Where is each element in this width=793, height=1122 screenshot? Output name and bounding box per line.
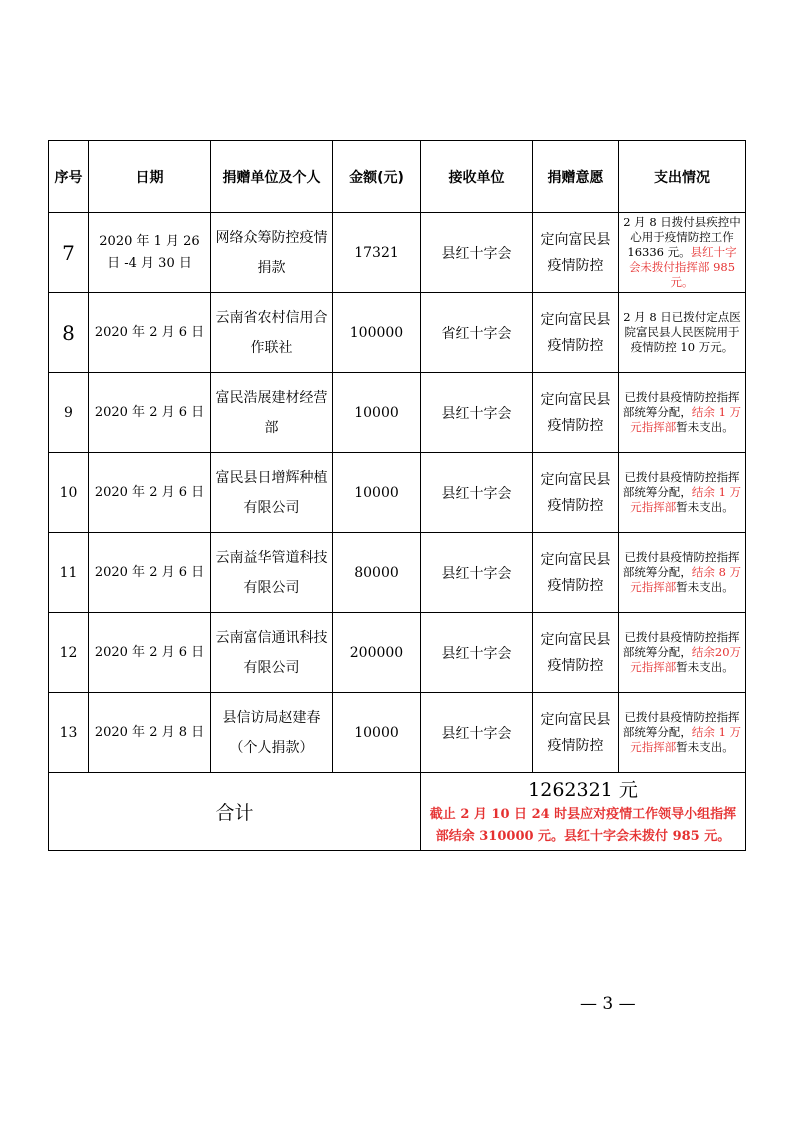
spending-text: 已拨付县疫情防控指挥部统筹分配， — [622, 710, 740, 739]
row-number: 12 — [49, 613, 89, 693]
row-spending — [619, 693, 746, 773]
row-date: 2020 年 1 月 26 日 -4 月 30 日 — [89, 213, 211, 293]
row-spending — [619, 453, 746, 533]
row-number: 11 — [49, 533, 89, 613]
row-intent: 定向富民县疫情防控 — [533, 293, 619, 373]
spending-balance-text: 县红十字会未拨付指挥部 985 元。 — [628, 245, 737, 289]
total-row — [49, 773, 746, 851]
spending-text: 已拨付县疫情防控指挥部统筹分配， — [622, 390, 740, 419]
table-row — [49, 613, 746, 693]
row-date: 2020 年 2 月 8 日 — [89, 693, 211, 773]
total-value-cell — [421, 773, 746, 851]
row-donor: 云南益华管道科技有限公司 — [211, 533, 333, 613]
row-amount: 10000 — [333, 453, 421, 533]
header-date: 日期 — [89, 141, 211, 213]
table-row — [49, 293, 746, 373]
row-date: 2020 年 2 月 6 日 — [89, 453, 211, 533]
spending-text: 2 月 8 日拨付县疾控中心用于疫情防控工作 16336 元。 — [623, 215, 741, 259]
row-date: 2020 年 2 月 6 日 — [89, 613, 211, 693]
header-no: 序号 — [49, 141, 89, 213]
row-spending — [619, 213, 746, 293]
row-date: 2020 年 2 月 6 日 — [89, 293, 211, 373]
row-donor: 县信访局赵建春（个人捐款） — [211, 693, 333, 773]
spending-tail-text: 暂未支出。 — [676, 660, 734, 674]
row-donor: 云南省农村信用合作联社 — [211, 293, 333, 373]
row-amount: 17321 — [333, 213, 421, 293]
header-spending: 支出情况 — [619, 141, 746, 213]
table-row — [49, 213, 746, 293]
row-donor: 网络众筹防控疫情捐款 — [211, 213, 333, 293]
spending-balance-text: 结余 1 万元指挥部 — [630, 405, 742, 434]
spending-text: 已拨付县疫情防控指挥部统筹分配， — [622, 550, 740, 579]
spending-text: 已拨付县疫情防控指挥部统筹分配， — [622, 630, 740, 659]
spending-text: 已拨付县疫情防控指挥部统筹分配， — [622, 470, 740, 499]
row-number: 9 — [49, 373, 89, 453]
header-intent: 捐赠意愿 — [533, 141, 619, 213]
row-number: 7 — [49, 213, 89, 293]
row-intent: 定向富民县疫情防控 — [533, 373, 619, 453]
row-spending — [619, 293, 746, 373]
row-date: 2020 年 2 月 6 日 — [89, 373, 211, 453]
spending-balance-text: 结余20万元指挥部 — [630, 645, 742, 674]
total-note: 截止 2 月 10 日 24 时县应对疫情工作领导小组指挥部结余 310000 元。县红十字会未拨付 985 元。 — [429, 806, 737, 844]
row-receiver: 县红十字会 — [421, 533, 533, 613]
row-spending — [619, 373, 746, 453]
row-intent: 定向富民县疫情防控 — [533, 213, 619, 293]
row-amount: 80000 — [333, 533, 421, 613]
row-date: 2020 年 2 月 6 日 — [89, 533, 211, 613]
table-row — [49, 533, 746, 613]
spending-tail-text: 暂未支出。 — [676, 420, 734, 434]
spending-balance-text: 结余 1 万元指挥部 — [630, 725, 742, 754]
table-row — [49, 693, 746, 773]
row-receiver: 县红十字会 — [421, 453, 533, 533]
row-number: 13 — [49, 693, 89, 773]
row-intent: 定向富民县疫情防控 — [533, 613, 619, 693]
row-donor: 富民浩展建材经营部 — [211, 373, 333, 453]
row-receiver: 县红十字会 — [421, 613, 533, 693]
row-amount: 10000 — [333, 693, 421, 773]
header-donor: 捐赠单位及个人 — [211, 141, 333, 213]
spending-balance-text: 结余 8 万元指挥部 — [630, 565, 742, 594]
row-receiver: 省红十字会 — [421, 293, 533, 373]
row-spending — [619, 613, 746, 693]
page-number: — 3 — — [580, 994, 636, 1014]
row-donor: 云南富信通讯科技有限公司 — [211, 613, 333, 693]
row-spending — [619, 533, 746, 613]
row-amount: 10000 — [333, 373, 421, 453]
header-receiver: 接收单位 — [421, 141, 533, 213]
spending-tail-text: 暂未支出。 — [676, 740, 734, 754]
row-amount: 200000 — [333, 613, 421, 693]
total-amount: 1262321 元 — [528, 778, 638, 801]
table-header-row — [49, 141, 746, 213]
spending-tail-text: 暂未支出。 — [676, 500, 734, 514]
row-amount: 100000 — [333, 293, 421, 373]
row-number: 8 — [49, 293, 89, 373]
row-receiver: 县红十字会 — [421, 373, 533, 453]
row-donor: 富民县日增辉种植有限公司 — [211, 453, 333, 533]
table-row — [49, 453, 746, 533]
table-row — [49, 373, 746, 453]
row-receiver: 县红十字会 — [421, 213, 533, 293]
row-intent: 定向富民县疫情防控 — [533, 533, 619, 613]
total-label: 合计 — [49, 773, 421, 851]
header-amount: 金额(元) — [333, 141, 421, 213]
spending-tail-text: 暂未支出。 — [676, 580, 734, 594]
spending-text: 2 月 8 日已拨付定点医院富民县人民医院用于疫情防控 10 万元。 — [623, 310, 741, 354]
row-number: 10 — [49, 453, 89, 533]
spending-balance-text: 结余 1 万元指挥部 — [630, 485, 742, 514]
row-receiver: 县红十字会 — [421, 693, 533, 773]
row-intent: 定向富民县疫情防控 — [533, 693, 619, 773]
row-intent: 定向富民县疫情防控 — [533, 453, 619, 533]
donation-table — [48, 140, 746, 851]
